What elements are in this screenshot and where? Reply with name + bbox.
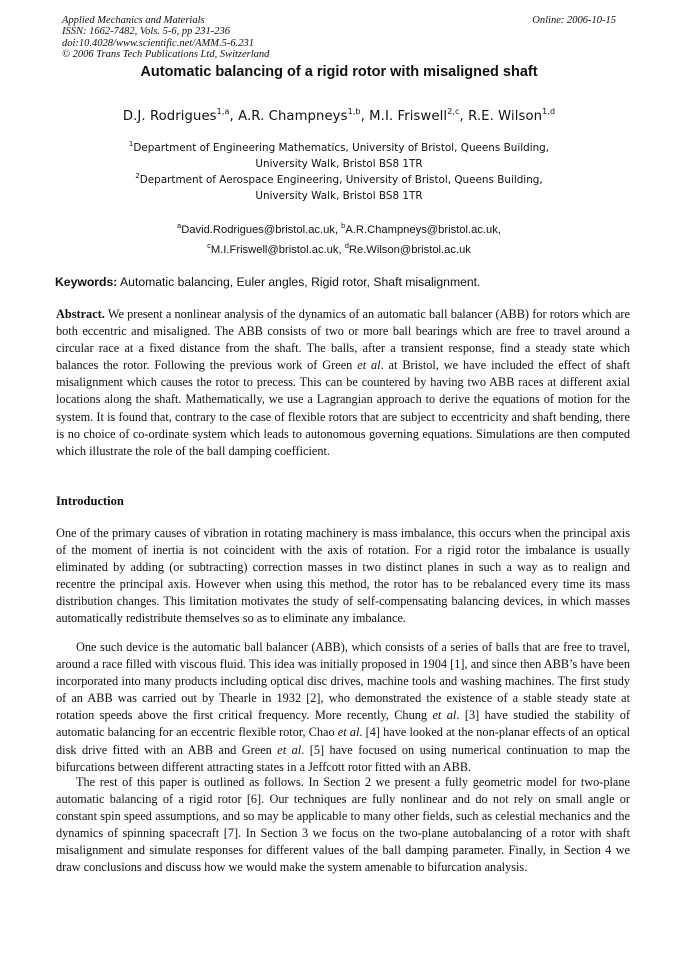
intro-paragraph: [56, 525, 630, 628]
paragraph-text: One of the primary causes of vibration in rotating machinery is mass imbalance, this occurs when the principal axis of the moment of inertia is not coincident with the axis of rotation. For a rigid rotor the imbalance is usually eliminated by adding (or subtracting) correction masses in two distinct planes in such a way as to realign and recentre the principal axis. However when using this method, the rotor has to be rebalanced every time its mass distribution changes. This limitation motivates the study of self-compensating balancing devices, in which masses automatically redistribute themselves so as to eliminate any imbalance.: [56, 526, 630, 626]
author-affil-sup: 1,a: [216, 107, 230, 116]
doi-line: doi:10.4028/www.scientific.net/AMM.5-6.231: [62, 37, 254, 49]
affiliation-line: University Walk, Bristol BS8 1TR: [255, 158, 423, 170]
email-list: $^a$David.Rodrigues@bristol.ac.uk, $^b$A.R.Champneys@bristol.ac.uk, $^c$M.I.Friswell@bristol.ac.uk, $^d$Re.Wilson@bristol.ac.uk: [177, 221, 501, 256]
etal: et al: [337, 725, 360, 740]
keywords-label: Keywords:: [55, 275, 118, 289]
email-address[interactable]: Re.Wilson@bristol.ac.uk: [348, 244, 471, 256]
paragraph-text: One such device is the automatic ball balancer (ABB), which consists of a series of balls that are free to travel, around a race filled with viscous fluid. This idea was initially proposed in 1904 [1], and since then ABB’s have been incorporated into many products including optical disc drives, machine tools and washing machines. The first study of an ABB was carried out by Thearle in 1932 [2], who demonstrated the existence of a stable steady state at rotation speeds above the first critical frequency. More recently, Chung: [56, 640, 630, 723]
abstract-label: Abstract.: [56, 307, 105, 321]
paragraph-text: . [4] have looked at the non-planar effects of an optical disk drive fitted with an ABB and Green: [56, 725, 630, 757]
affiliation: [0, 168, 678, 204]
email-sup: d: [344, 241, 349, 250]
author-affil-sup: 1,d: [542, 107, 556, 116]
affiliation: [0, 136, 678, 172]
author-name: R.E. Wilson: [468, 109, 543, 124]
abstract-text: We present a nonlinear analysis of the dynamics of an automatic ball balancer (ABB) for rotors which are both eccentric and misaligned. The ABB consists of two or more ball bearings which are free to travel around a circular race at a fixed distance from the shaft. The balls, after a transient response, find a steady state which balances the rotor. Following the previous work of Green: [56, 307, 630, 373]
paper-title: Automatic balancing of a rigid rotor with misaligned shaft: [140, 64, 538, 80]
affiliation-line: Department of Aerospace Engineering, University of Bristol, Queens Building,: [139, 174, 543, 186]
abstract-text: . at Bristol, we have included the effect of shaft misalignment which causes the rotor to precess. This can be countered by having two ABB races at different axial locations along the shaft. Mathematically, we use a Lagrangian approach to derive the equations of motion for the system. It is found that, contrary to the case of flexible rotors that are subject to eccentricity and shaft bending, there is no choice of co-ordinate system which leads to autonomous governing equations. Simulations are then computed which illustrate the role of the ball damping coefficient.: [56, 358, 630, 458]
affiliation-line: Department of Engineering Mathematics, University of Bristol, Queens Building,: [133, 142, 550, 154]
email-sup: a: [177, 221, 182, 230]
author-name: M.I. Friswell: [369, 109, 448, 124]
email-sup: b: [341, 221, 346, 230]
email-address[interactable]: David.Rodrigues@bristol.ac.uk: [181, 224, 335, 236]
email-address[interactable]: A.R.Champneys@bristol.ac.uk: [345, 224, 498, 236]
paragraph-text: The rest of this paper is outlined as follows. In Section 2 we present a fully geometric model for two-plane automatic balancing of a rigid rotor [6]. Our techniques are fully nonlinear and do not rely on small angle or constant spin speed assumptions, and so may be applicable to many other fields, such as celestial mechanics and the dynamics of spinning spacecraft [7]. In Section 3 we focus on the two-plane autobalancing of a rotor with shaft misalignment and simulate responses for different values of the ball damping parameter. Finally, in Section 4 we draw conclusions and discuss how we would make the system amenable to bifurcation analysis.: [56, 775, 630, 875]
affiliation-sup: 1: [128, 140, 134, 148]
section-heading: Introduction: [56, 494, 124, 508]
author-name: A.R. Champneys: [238, 109, 348, 124]
issn-line: ISSN: 1662-7482, Vols. 5-6, pp 231-236: [62, 26, 230, 38]
intro-paragraph: [56, 774, 630, 877]
journal-name: Applied Mechanics and Materials: [62, 15, 205, 26]
online-date: Online: 2006-10-15: [532, 15, 616, 26]
intro-paragraph: [56, 639, 630, 776]
keywords-line: [55, 275, 635, 289]
author-affil-sup: 1,b: [347, 107, 361, 116]
etal: et al: [277, 742, 302, 757]
author-name: D.J. Rodrigues: [122, 109, 217, 124]
affiliation-sup: 2: [135, 172, 140, 180]
email-sup: c: [207, 241, 211, 250]
email-address[interactable]: M.I.Friswell@bristol.ac.uk: [210, 244, 339, 256]
abstract-etal: et al: [357, 358, 381, 373]
etal: et al: [432, 708, 457, 723]
copyright-line: © 2006 Trans Tech Publications Ltd, Switzerland: [62, 48, 270, 60]
author-affil-sup: 2,c: [447, 107, 460, 116]
affiliation-line: University Walk, Bristol BS8 1TR: [255, 190, 423, 202]
author-list: D.J. Rodrigues$^{1,a}$, A.R. Champneys$^{1,b}$, M.I. Friswell$^{2,c}$, R.E. Wilson$^{1,d}$: [122, 107, 556, 124]
paragraph-text: . [5] have focused on using numerical continuation to map the bifurcations between different attracting states in a Jeffcott rotor fitted with an ABB.: [56, 742, 631, 774]
journal-header: [62, 15, 616, 60]
paragraph-text: . [3] have studied the stability of automatic balancing for an eccentric flexible rotor, Chao: [56, 708, 631, 740]
abstract: [56, 306, 630, 460]
keywords-text: Automatic balancing, Euler angles, Rigid rotor, Shaft misalignment.: [120, 275, 481, 289]
